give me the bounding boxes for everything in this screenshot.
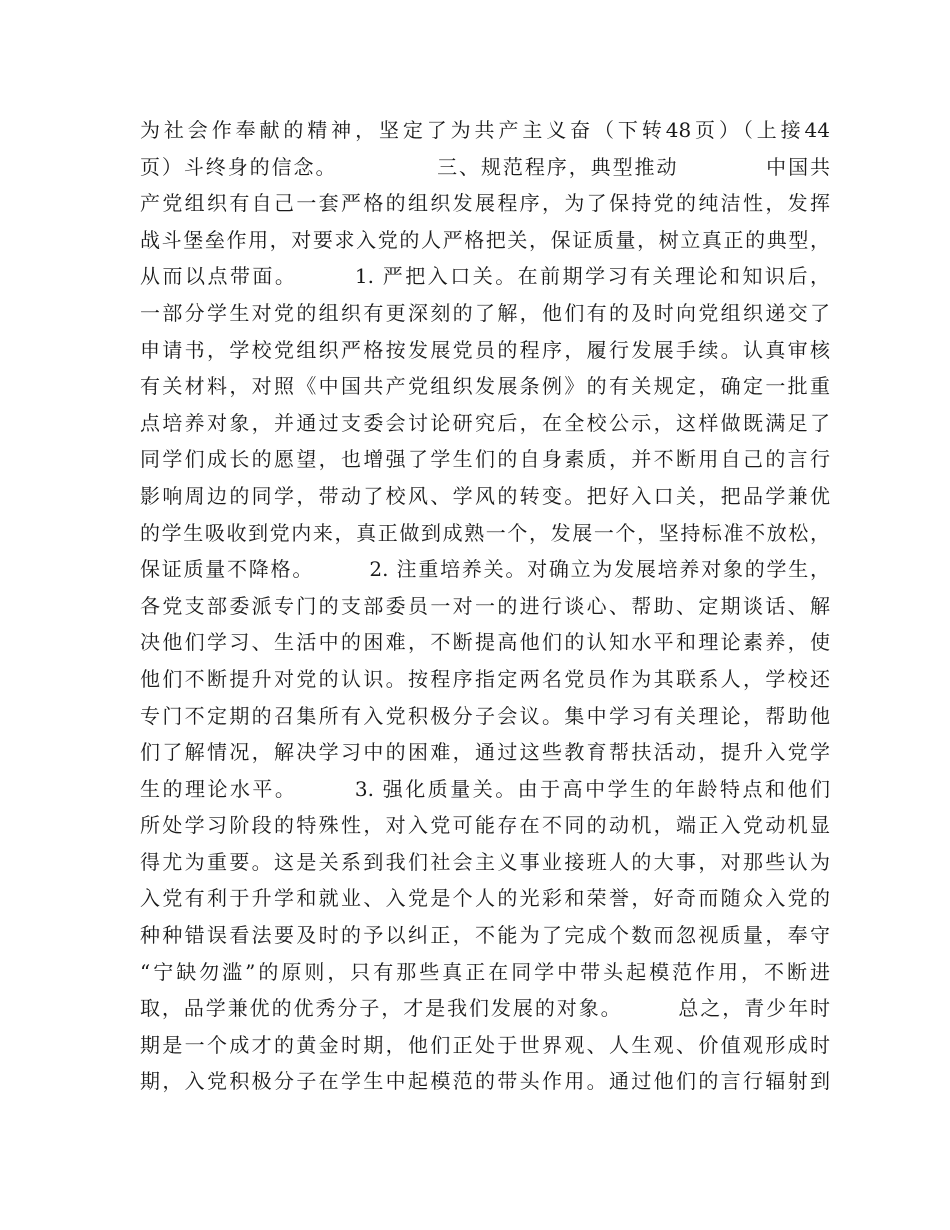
- text-line: 一部分学生对党的组织有更深刻的了解，他们有的及时向党组织递交了: [140, 300, 830, 325]
- text-line: 保证质量不降格。 2. 注重培养关。对确立为发展培养对象的学生，: [140, 557, 830, 582]
- text-line: 所处学习阶段的特殊性，对入党可能存在不同的动机，端正入党动机显: [140, 813, 830, 838]
- text-line: 申请书，学校党组织严格按发展党员的程序，履行发展手续。认真审核: [140, 337, 830, 362]
- text-line: 期，入党积极分子在学生中起模范的带头作用。通过他们的言行辐射到: [140, 1069, 830, 1094]
- text-line: 们了解情况，解决学习中的困难，通过这些教育帮扶活动，提升入党学: [140, 740, 830, 765]
- text-line: 影响周边的同学，带动了校风、学风的转变。把好入口关，把品学兼优: [140, 483, 830, 508]
- text-line: 的学生吸收到党内来，真正做到成熟一个，发展一个，坚持标准不放松，: [140, 520, 830, 545]
- text-line: 点培养对象，并通过支委会讨论研究后，在全校公示，这样做既满足了: [140, 410, 830, 435]
- text-line: 决他们学习、生活中的困难，不断提高他们的认知水平和理论素养，使: [140, 630, 830, 655]
- text-line: 专门不定期的召集所有入党积极分子会议。集中学习有关理论，帮助他: [140, 703, 830, 728]
- text-line: “宁缺勿滥”的原则，只有那些真正在同学中带头起模范作用，不断进: [140, 959, 830, 984]
- text-line: 生的理论水平。 3. 强化质量关。由于高中学生的年龄特点和他们: [140, 776, 830, 801]
- text-line: 得尤为重要。这是关系到我们社会主义事业接班人的大事，对那些认为: [140, 849, 830, 874]
- text-line: 各党支部委派专门的支部委员一对一的进行谈心、帮助、定期谈话、解: [140, 593, 830, 618]
- text-line: 有关材料，对照《中国共产党组织发展条例》的有关规定，确定一批重: [140, 374, 830, 399]
- text-line: 页）斗终身的信念。 三、规范程序，典型推动 中国共: [140, 154, 830, 179]
- text-line: 从而以点带面。 1. 严把入口关。在前期学习有关理论和知识后，: [140, 264, 830, 289]
- text-line: 战斗堡垒作用，对要求入党的人严格把关，保证质量，树立真正的典型，: [140, 227, 830, 252]
- text-line: 他们不断提升对党的认识。按程序指定两名党员作为其联系人，学校还: [140, 666, 830, 691]
- text-line: 种种错误看法要及时的予以纠正，不能为了完成个数而忽视质量，奉守: [140, 923, 830, 948]
- text-line: 期是一个成才的黄金时期，他们正处于世界观、人生观、价值观形成时: [140, 1032, 830, 1057]
- text-line: 产党组织有自己一套严格的组织发展程序，为了保持党的纯洁性，发挥: [140, 191, 830, 216]
- text-line: 入党有利于升学和就业、入党是个人的光彩和荣誉，好奇而随众入党的: [140, 886, 830, 911]
- text-line: 为社会作奉献的精神，坚定了为共产主义奋（下转48页）（上接44: [140, 118, 830, 142]
- text-line: 取，品学兼优的优秀分子，才是我们发展的对象。 总之，青少年时: [140, 996, 830, 1021]
- body-text: [140, 112, 830, 1100]
- text-line: 同学们成长的愿望，也增强了学生们的自身素质，并不断用自己的言行: [140, 447, 830, 472]
